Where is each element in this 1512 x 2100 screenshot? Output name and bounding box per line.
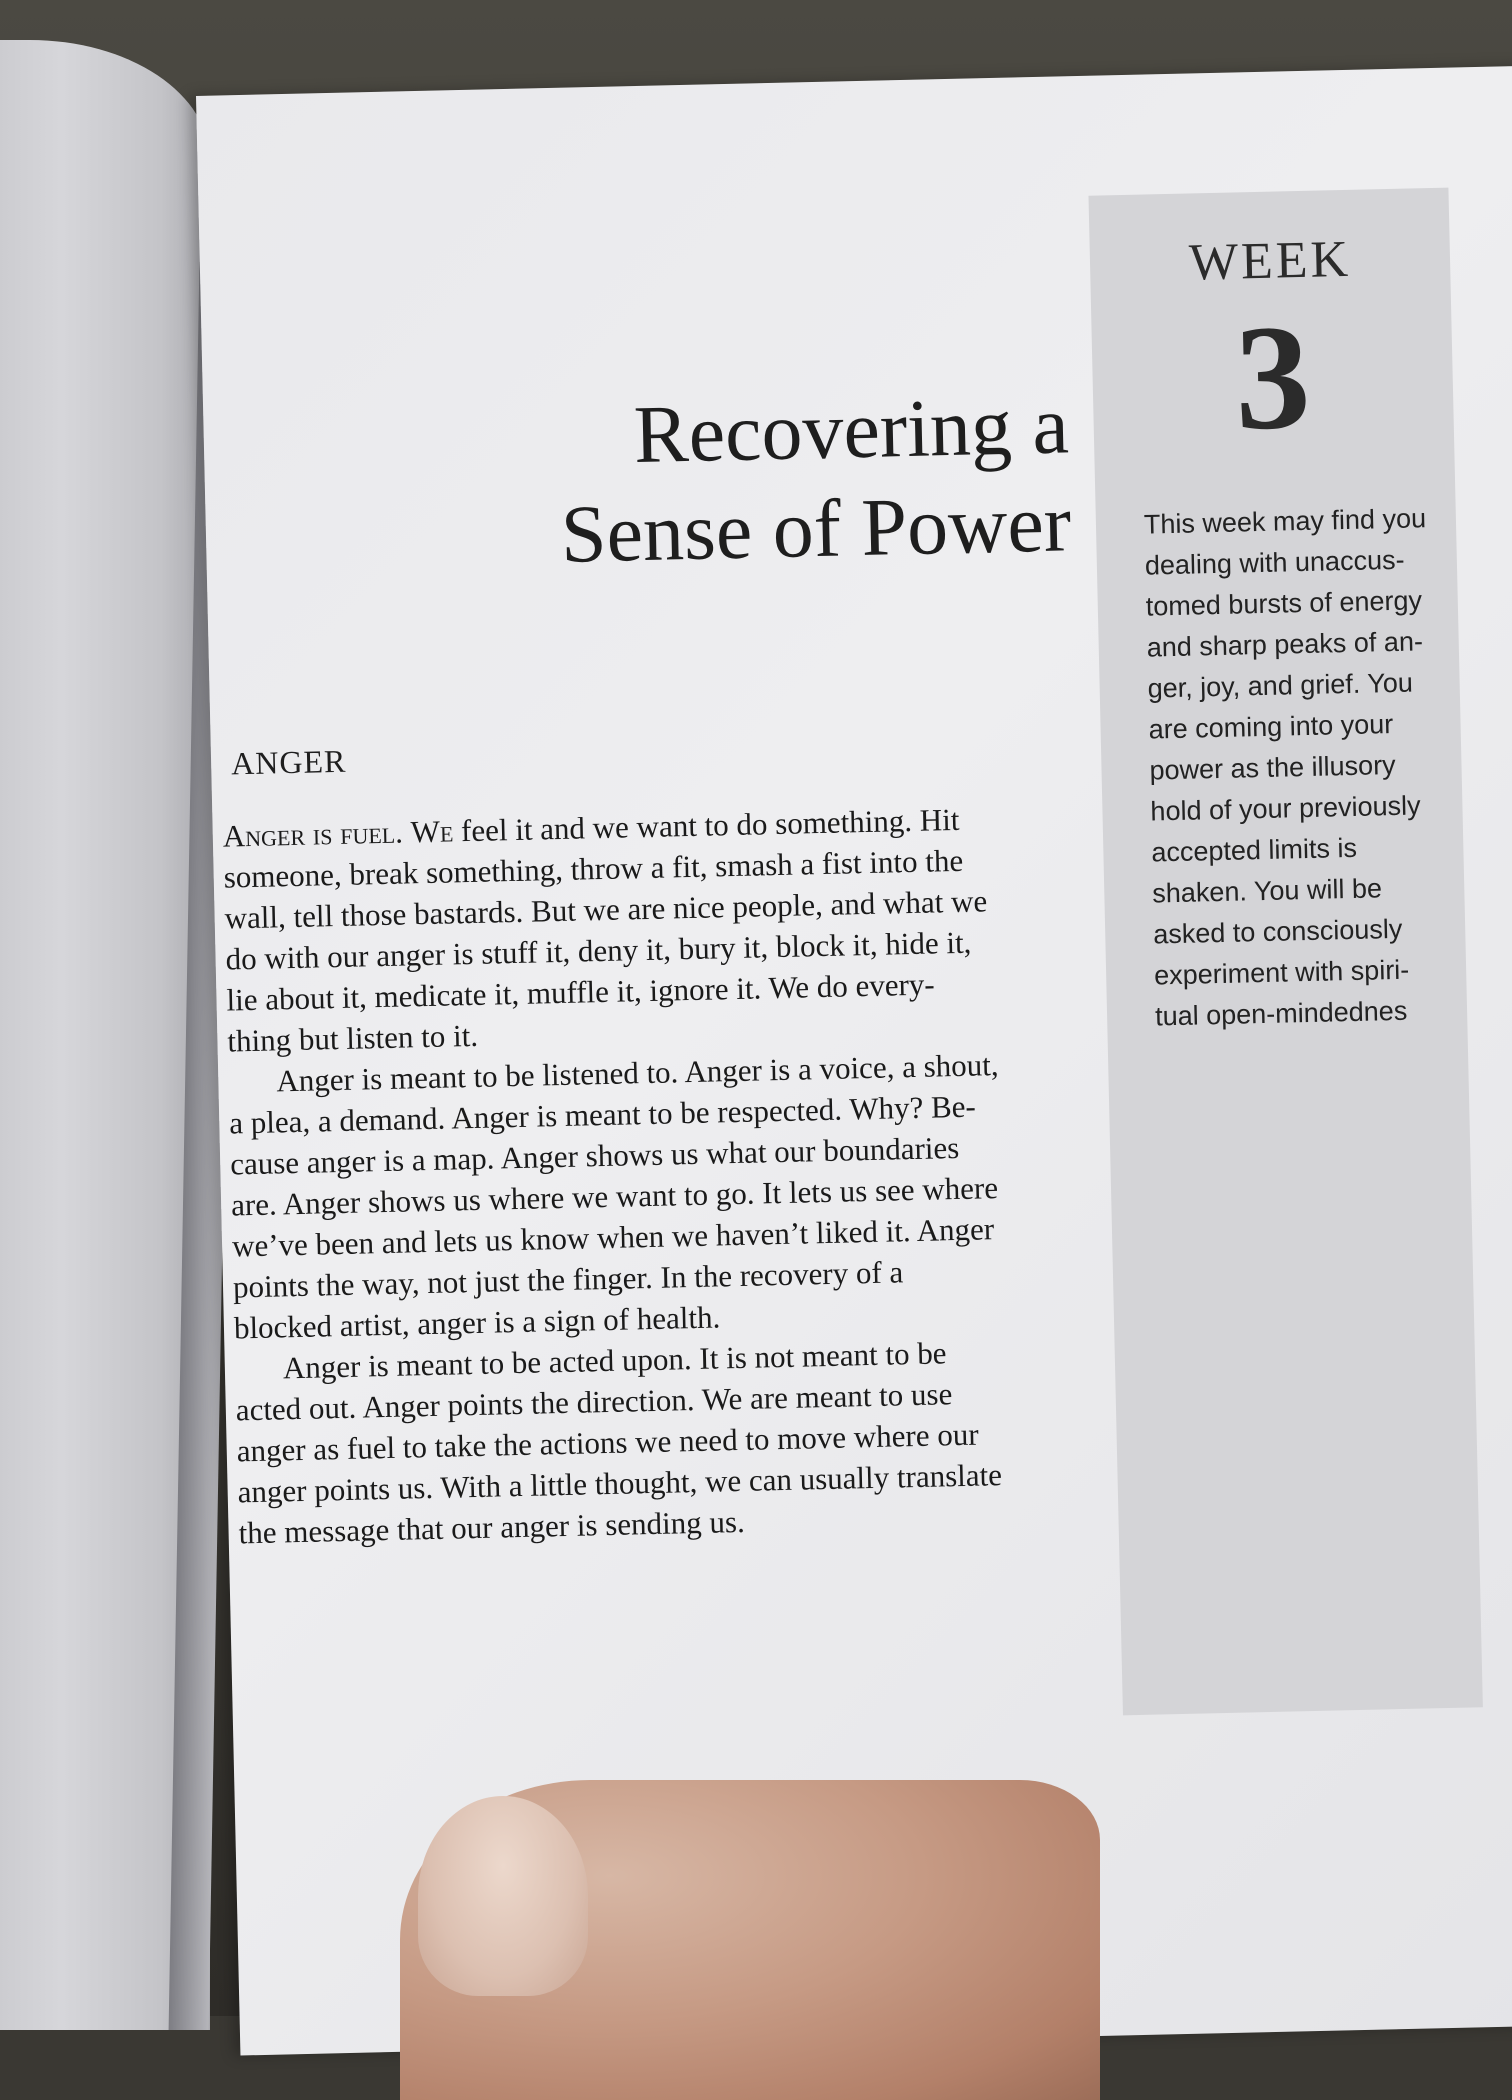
body-line: Anger is meant to be acted upon. It is not meant to be [282,1335,947,1386]
intro-line: ger, joy, and grief. You [1147,667,1414,704]
body-line: Anger is meant to be listened to. Anger is a voice, a shout, [275,1047,999,1099]
body-line: do with our anger is stuff it, deny it, bury it, block it, hide it, [225,924,972,977]
intro-line: tual open-mindednes [1154,995,1408,1032]
body-line: the message that our anger is sending us. [238,1503,746,1551]
intro-line: This week may find you [1143,503,1427,540]
intro-line: hold of your previously [1150,790,1421,827]
lead-rest: feel it and we want to do something. Hit [452,801,960,849]
body-line: we’ve been and lets us know when we haven’t liked it. Anger [231,1211,995,1264]
body-line: points the way, not just the finger. In the recovery of a [232,1254,904,1305]
body-line: anger as fuel to take the actions we need to move where our [236,1416,979,1469]
section-heading: ANGER [230,742,347,782]
body-text [222,796,1109,1554]
body-line: thing but listen to it. [227,1017,479,1059]
thumbnail [418,1796,588,1996]
intro-line: are coming into your [1148,709,1394,745]
intro-line: dealing with unaccus- [1144,544,1405,581]
body-line: anger points us. With a little thought, we can usually translate [237,1457,1003,1510]
intro-line: accepted limits is [1151,832,1358,868]
body-line: a plea, a demand. Anger is meant to be respected. Why? Be- [228,1088,977,1141]
week-label: WEEK [1188,230,1352,292]
book-page [196,65,1512,2055]
chapter-title [353,376,1072,588]
intro-line: shaken. You will be [1151,873,1383,909]
chapter-title-line-2: Sense of Power [559,477,1072,580]
body-line: blocked artist, anger is a sign of health. [233,1299,721,1346]
week-intro-text [1144,497,1486,1037]
body-line: lie about it, medicate it, muffle it, ignore it. We do every- [226,966,936,1018]
body-line: are. Anger shows us where we want to go. It lets us see where [230,1170,999,1223]
chapter-title-line-1: Recovering a [632,379,1070,481]
week-sidebar [1088,188,1482,1716]
intro-line: and sharp peaks of an- [1146,626,1424,663]
body-line: wall, tell those bastards. But we are nice people, and what we [224,883,988,936]
body-line: cause anger is a map. Anger shows us what our boundaries [229,1129,960,1182]
intro-line: power as the illusory [1149,749,1396,786]
intro-line: experiment with spiri- [1153,954,1410,991]
lead-smallcaps-we: We [410,813,454,850]
intro-line: asked to consciously [1152,913,1403,950]
intro-line: tomed bursts of energy [1145,585,1423,622]
body-line: acted out. Anger points the direction. We are meant to use [235,1376,953,1428]
body-line: someone, break something, throw a fit, smash a fist into the [223,842,964,895]
week-number: 3 [1233,293,1313,462]
thumb [400,1780,1100,2100]
lead-smallcaps: Anger is fuel. [222,814,404,854]
